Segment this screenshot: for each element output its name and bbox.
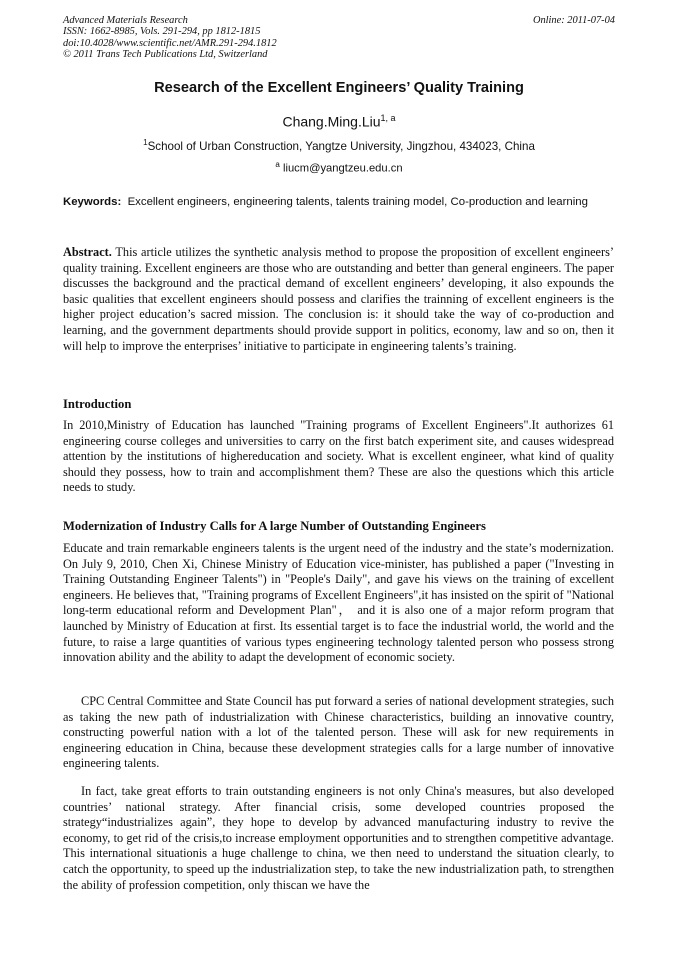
affiliation-line xyxy=(0,138,678,153)
email-superscript: a xyxy=(275,160,280,169)
paragraph-3-text: In fact, take great efforts to train outstanding engineers is not only China's measures, but also developed countries’ national strategy. After financial crisis, some developed countries proposed the strategy“industrializes again”, they hope to develop by advanced manufacturing industry to revive the economy, to get rid of the crisis,to increase employment opportunities and to strengthen competitive advantage. This international situationis a huge challenge to china, we then need to understand the situation clearly, to catch the opportunity, to speed up the industrialization step, to take the new industrialization path, to strengthen the ability of profession competition, only thiscan we have the xyxy=(63,784,614,892)
keywords-text: Excellent engineers, engineering talents, talents training model, Co-production and learning xyxy=(127,196,588,208)
paragraph-1-text: Educate and train remarkable engineers talents is the urgent need of the industry and the state’s modernization. On July 9, 2010, Chen Xi, Chinese Ministry of Education vice-minister, has published a paper ("Investing in Training Outstanding Engineer Talents") in "People's Daily", and gave his views on the training of excellent engineers. He believes that, "Training programs of Excellent Engineers",it has insisted on the spirit of "National long-term educational reform and Development Plan"， and it is also one of a major reform program that launched by Ministry of Education at first. Its essential target is to face the industrial world, the world and the future, to raise a large quantities of various types engineering technology talented person who possess strong innovation ability and the ability to adapt the development of economic society. xyxy=(63,541,614,665)
body-paragraph-1 xyxy=(63,541,614,666)
abstract-label: Abstract. xyxy=(63,245,112,259)
keywords-label: Keywords: xyxy=(63,196,122,208)
online-date xyxy=(533,15,615,26)
publication-header xyxy=(63,15,277,61)
affiliation-text: School of Urban Construction, Yangtze University, Jingzhou, 434023, China xyxy=(147,139,535,153)
body-paragraph-2 xyxy=(63,694,614,772)
introduction-paragraph xyxy=(63,418,614,496)
email-address: liucm@yangtzeu.edu.cn xyxy=(282,162,403,175)
journal-name: Advanced Materials Research xyxy=(63,15,188,26)
abstract xyxy=(63,245,614,354)
section-heading-modernization: Modernization of Industry Calls for A large Number of Outstanding Engineers xyxy=(63,519,486,533)
author-name: Chang.Ming.Liu xyxy=(282,113,381,130)
affiliation-superscript: 1 xyxy=(143,138,148,147)
section-heading-introduction: Introduction xyxy=(63,397,132,411)
online-date-text: Online: 2011-07-04 xyxy=(532,15,615,26)
keywords xyxy=(63,195,613,211)
author-superscript: 1, a xyxy=(380,113,396,123)
issn-line: ISSN: 1662-8985, Vols. 291-294, pp 1812-1815 xyxy=(63,26,261,38)
doi-line: doi:10.4028/www.scientific.net/AMR.291-294.1812 xyxy=(63,37,277,49)
introduction-text: In 2010,Ministry of Education has launched "Training programs of Excellent Engineers".It authorizes 61 engineering course colleges and universities to carry on the first batch experiment site, and causes widespread attention by the institutions of highereducation and society. What is excellent engineer, what kind of quality should they possess, how to train and accomplishment them? These are also the questions which this article needs to study. xyxy=(63,418,614,495)
copyright-line: © 2011 Trans Tech Publications Ltd, Switzerland xyxy=(63,49,268,61)
email-line xyxy=(0,160,678,175)
abstract-text: This article utilizes the synthetic analysis method to propose the proposition of excellent engineers’ quality training. Excellent engineers are those who are outstanding and better than general engineers. The paper discusses the background and the practical demand of excellent engineers’ developing, it also expounds the basic qualities that excellent engineers should possess and clarifies the trainning of excellent engineers is the higher project education’s sacred mission. The conclusion is: it should take the way of co-production and learning, and the government departments should provide support in politics, economy, law and so on, then it will help to improve the enterprises’ initiative to participate in engineering talents’s training. xyxy=(63,245,614,353)
paper-title: Research of the Excellent Engineers’ Quality Training xyxy=(154,80,524,96)
body-paragraph-3 xyxy=(63,784,614,893)
author-line xyxy=(0,113,678,130)
paragraph-2-text: CPC Central Committee and State Council has put forward a series of national development strategies, such as taking the new path of industrialization with Chinese characteristics, building an innovative country, constructing powerful nation with a lot of the talented person. These will ask for new requirements in engineering education in China, because these development strategies calls for a large number of innovative engineering talents. xyxy=(63,694,614,771)
